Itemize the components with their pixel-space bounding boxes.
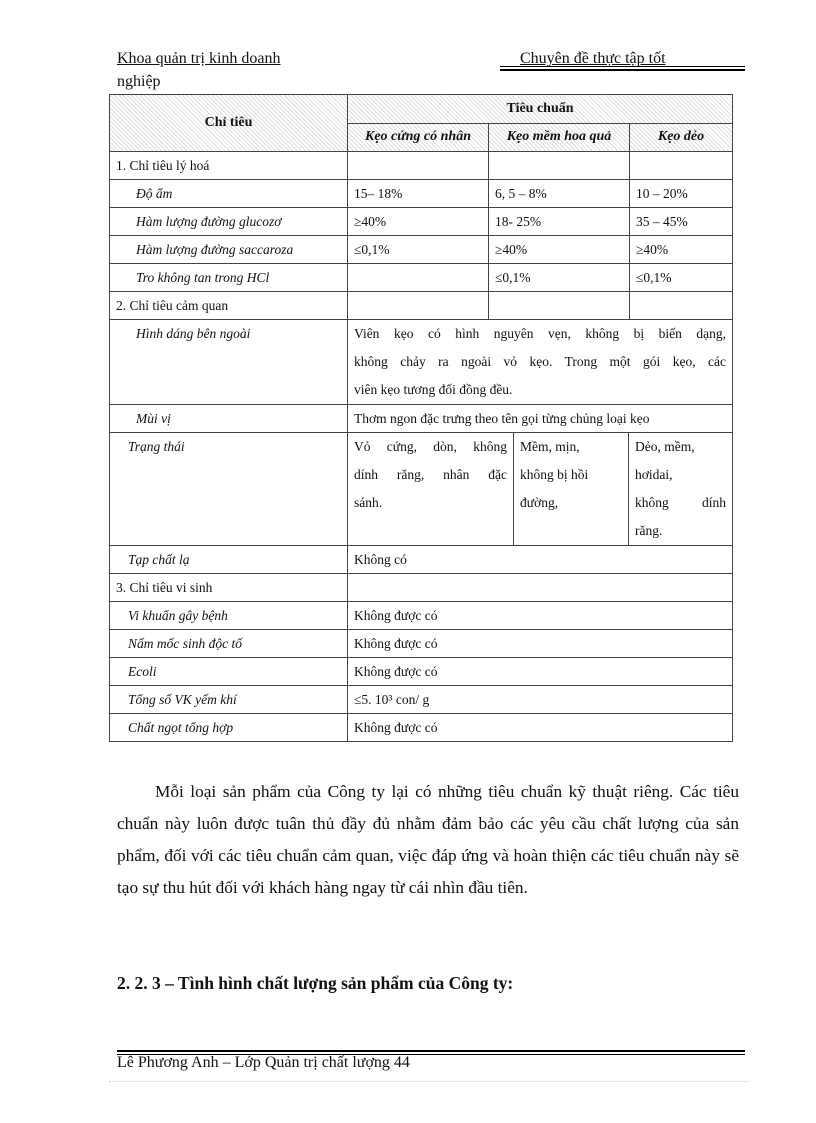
- row-label: Hình dáng bên ngoài: [110, 320, 348, 405]
- header-left: Khoa quản trị kinh doanh: [117, 50, 281, 67]
- table-row: [110, 208, 733, 236]
- table-row: [110, 714, 733, 742]
- cell-value: ≤5. 10³ con/ g: [348, 686, 733, 714]
- table-row: [110, 405, 733, 433]
- table-row: [110, 630, 733, 658]
- cell-value: ≥40%: [630, 236, 733, 264]
- table-row: [110, 180, 733, 208]
- row-label: Trạng thái: [110, 433, 348, 546]
- cell-value: Không được có: [348, 658, 733, 686]
- cell-value: ≤0,1%: [348, 236, 489, 264]
- row-label: Vi khuẩn gây bệnh: [110, 602, 348, 630]
- section-microbiology: 3. Chỉ tiêu vi sinh: [110, 574, 348, 602]
- header-standard: Tiêu chuẩn: [348, 95, 733, 124]
- cell-value: Không được có: [348, 630, 733, 658]
- row-label: Hàm lượng đường glucozơ: [110, 208, 348, 236]
- row-label: Tạp chất lạ: [110, 546, 348, 574]
- cell-value: [348, 320, 733, 405]
- state-hard-candy: Vỏ cứng, dòn, không dính răng, nhân đặc sánh.: [348, 433, 514, 545]
- row-label: Tro không tan trong HCl: [110, 264, 348, 292]
- row-label: Ecoli: [110, 658, 348, 686]
- table-row: [110, 264, 733, 292]
- header-criteria: Chỉ tiêu: [110, 95, 348, 152]
- page-separator: [109, 1081, 749, 1082]
- cell-value: Thơm ngon đặc trưng theo tên gọi từng chủng loại kẹo: [348, 405, 733, 433]
- row-label: Mùi vị: [110, 405, 348, 433]
- cell-value: 6, 5 – 8%: [489, 180, 630, 208]
- table-row: [110, 433, 733, 546]
- cell-value: 18- 25%: [489, 208, 630, 236]
- header-product-jelly-candy: Kẹo dẻo: [630, 123, 733, 152]
- table-row: [110, 686, 733, 714]
- footer-rule-1: [117, 1050, 745, 1052]
- shape-line: viên kẹo tương đối đồng đều.: [354, 382, 513, 397]
- row-label: Độ ẩm: [110, 180, 348, 208]
- cell-value: ≥40%: [348, 208, 489, 236]
- cell-value: ≤0,1%: [489, 264, 630, 292]
- table-row: [110, 236, 733, 264]
- body-paragraph: Mỗi loại sản phẩm của Công ty lại có những tiêu chuẩn kỹ thuật riêng. Các tiêu chuẩn này luôn được tuân thủ đầy đủ nhằm đảm bảo các yêu cầu chất lượng của sản phẩm, đối với các tiêu chuẩn cảm quan, việc đáp ứng và hoàn thiện các tiêu chuẩn này sẽ tạo sự thu hút đối với khách hàng ngay từ cái nhìn đầu tiên.: [117, 782, 739, 897]
- row-label: Hàm lượng đường saccaroza: [110, 236, 348, 264]
- header-product-hard-candy: Kẹo cứng có nhân: [348, 123, 489, 152]
- cell-value: 10 – 20%: [630, 180, 733, 208]
- row-label: Chất ngọt tổng hợp: [110, 714, 348, 742]
- table-row: [110, 320, 733, 405]
- table-row: [110, 546, 733, 574]
- header-rule-1: [500, 66, 745, 67]
- section-physchem: 1. Chỉ tiêu lý hoá: [110, 152, 348, 180]
- footer-author: Lê Phương Anh – Lớp Quản trị chất lượng 44: [117, 1054, 410, 1071]
- cell-value: 15– 18%: [348, 180, 489, 208]
- state-jelly-candy: Dẻo, mềm, hơidai, không dính răng.: [635, 439, 727, 538]
- shape-line: Viên kẹo có hình nguyên vẹn, không bị biến dạng,: [354, 326, 727, 341]
- section-sensory: 2. Chỉ tiêu cảm quan: [110, 292, 348, 320]
- cell-value: Không có: [348, 546, 733, 574]
- cell-value: ≥40%: [489, 236, 630, 264]
- shape-line: không chảy ra ngoài vỏ kẹo. Trong một gói kẹo, các: [354, 354, 727, 369]
- table-row: [110, 658, 733, 686]
- state-soft-candy: Mềm, mịn, không bị hồi đường,: [514, 433, 629, 545]
- quality-standards-table: [109, 94, 733, 742]
- section-heading: 2. 2. 3 – Tình hình chất lượng sản phẩm của Công ty:: [117, 973, 514, 993]
- row-label: Tổng số VK yếm khí: [110, 686, 348, 714]
- cell-value: [348, 264, 489, 292]
- header-rule-2: [500, 69, 745, 71]
- header-continuation: nghiệp: [117, 73, 161, 90]
- header-right: Chuyên đề thực tập tốt: [520, 50, 666, 67]
- cell-value: 35 – 45%: [630, 208, 733, 236]
- cell-value: Không được có: [348, 602, 733, 630]
- table-row: [110, 602, 733, 630]
- cell-value: ≤0,1%: [630, 264, 733, 292]
- row-label: Nấm mốc sinh độc tố: [110, 630, 348, 658]
- header-product-soft-candy: Kẹo mềm hoa quả: [489, 123, 630, 152]
- cell-value: Không được có: [348, 714, 733, 742]
